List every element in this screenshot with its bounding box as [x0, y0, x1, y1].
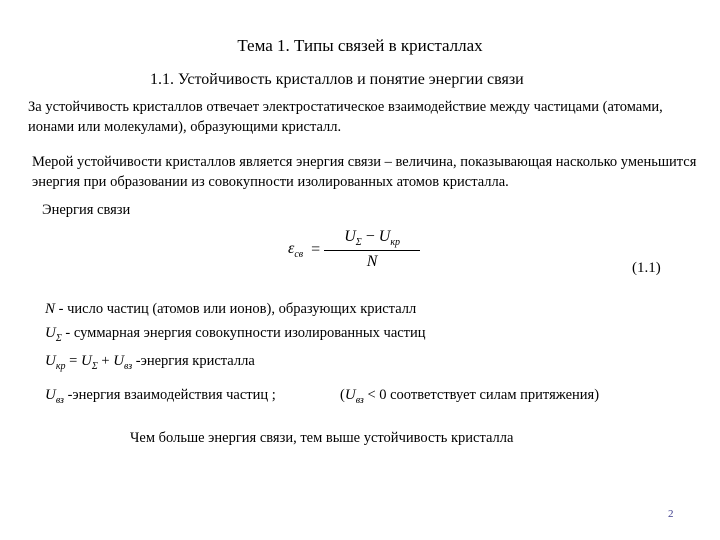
page-number: 2 — [668, 508, 674, 520]
fraction-bar — [324, 250, 420, 251]
definition-uvz: $U_{вз}$ -энергия взаимодействия частиц ; — [45, 387, 276, 406]
paragraph-stability: За устойчивость кристаллов отвечает электростатическое взаимодействие между частицами (атомами, ионами или молекулами), образующими кристалл. — [28, 99, 663, 135]
definition-usum: $U_\Sigma$ - суммарная энергия совокупности изолированных частиц — [45, 325, 426, 344]
binding-energy-formula — [288, 228, 420, 271]
slide-title: Тема 1. Типы связей в кристаллах — [237, 36, 483, 55]
formula-numerator: $U_\Sigma - U_{кр}$ — [344, 228, 401, 249]
paragraph-binding-energy: Мерой устойчивости кристаллов является энергия связи – величина, показывающая насколько уменьшится энергия при образовании из совокупности изолированных атомов кристалла. — [32, 154, 697, 190]
formula-fraction — [324, 228, 420, 271]
formula-equals: = — [311, 240, 321, 258]
formula-lhs: $\varepsilon_{св}$ — [288, 239, 304, 260]
section-subtitle: 1.1. Устойчивость кристаллов и понятие энергии связи — [150, 71, 524, 88]
attraction-note: ($U_{вз} < 0$ соответствует силам притяжения) — [340, 387, 600, 406]
definition-n: N - число частиц (атомов или ионов), образующих кристалл — [45, 301, 417, 317]
equation-number: (1.1) — [632, 260, 661, 276]
definition-ukr: $U_{кр} = U_\Sigma + U_{вз}$ -энергия кристалла — [45, 353, 255, 372]
formula-denominator: N — [366, 253, 378, 271]
conclusion-text: Чем больше энергия связи, тем выше устойчивость кристалла — [130, 430, 514, 446]
energy-label: Энергия связи — [42, 202, 131, 218]
